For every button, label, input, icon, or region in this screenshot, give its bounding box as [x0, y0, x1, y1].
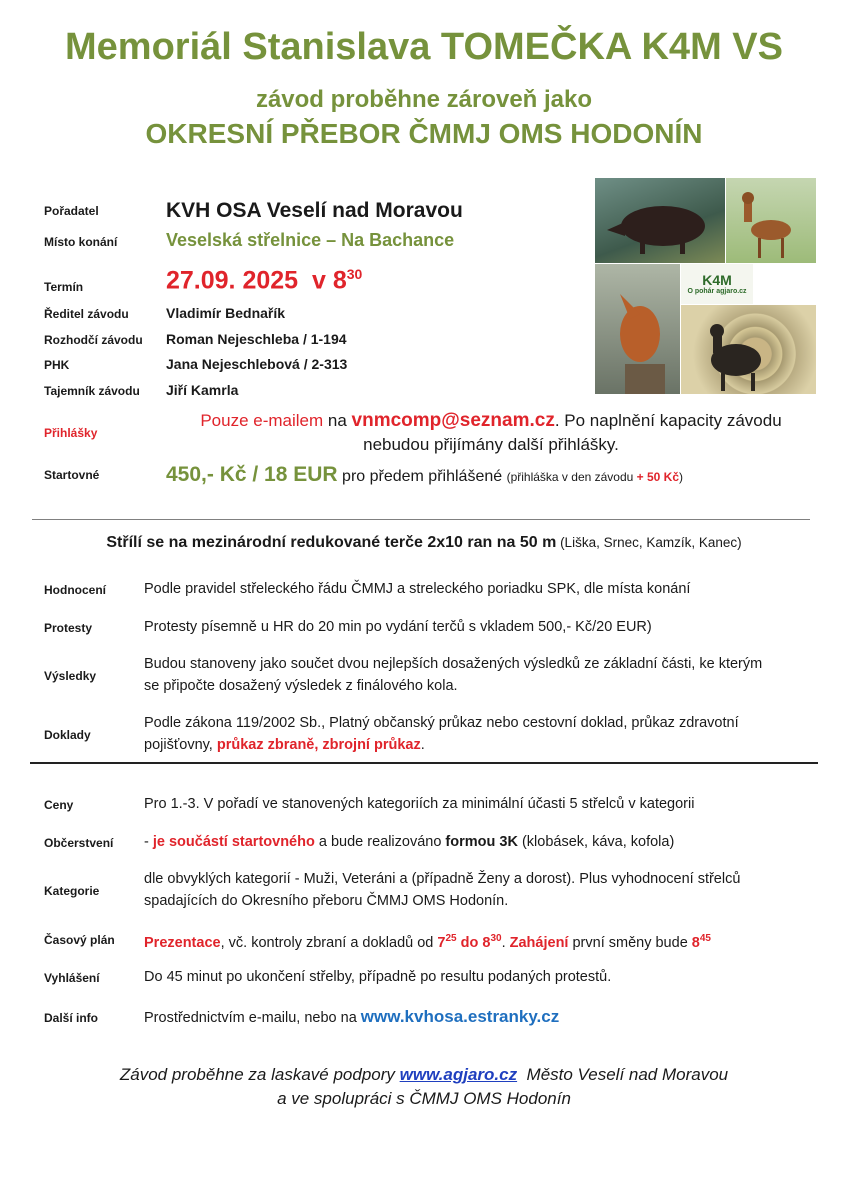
- termin-time: v 8: [311, 266, 347, 295]
- plan-prezentace: Prezentace: [144, 934, 221, 951]
- kategorie-line2: spadajících do Okresního přeboru ČMMJ OMS Hodonín.: [144, 893, 509, 909]
- tajemnik-value: Jiří Kamrla: [166, 382, 239, 398]
- prihlasky-line2: nebudou přijímány další přihlášky.: [363, 435, 619, 454]
- footer-line2: a ve spolupráci s ČMMJ OMS Hodonín: [277, 1089, 571, 1108]
- shooting-info: [0, 534, 848, 552]
- poradatel-value: KVH OSA Veselí nad Moravou: [166, 199, 463, 222]
- k4m-label: K4M: [702, 272, 732, 288]
- startovne-text: [166, 463, 683, 487]
- obcerstveni-label: Občerstvení: [44, 836, 114, 850]
- protesty-label: Protesty: [44, 621, 93, 635]
- termin-time-sup: 30: [346, 266, 363, 282]
- termin-label: Termín: [44, 280, 84, 294]
- prihlasky-label: Přihlášky: [44, 426, 98, 440]
- doklady-line2-red: průkaz zbraně, zbrojní průkaz: [216, 737, 421, 753]
- obcerstveni-dash: -: [144, 834, 153, 850]
- obcerstveni-text: [144, 831, 674, 853]
- page-subtitle: závod proběhne zároveň jako: [255, 86, 593, 113]
- page-title: Memoriál Stanislava TOMEČKA K4M VS: [65, 26, 783, 68]
- plan-dot: .: [501, 934, 510, 951]
- footer: [0, 1063, 848, 1111]
- page-subtitle-2: OKRESNÍ PŘEBOR ČMMJ OMS HODONÍN: [145, 118, 703, 149]
- doklady-label: Doklady: [44, 728, 91, 742]
- divider-middle: [30, 762, 818, 764]
- boar-image: [595, 178, 725, 263]
- rozhodci-value: Roman Nejeschleba / 1-194: [166, 331, 347, 347]
- plan-t1: 7: [437, 934, 446, 951]
- phk-label: PHK: [44, 358, 70, 372]
- footer-line1a: Závod proběhne za laskavé podpory: [119, 1065, 400, 1084]
- roe-deer-image: [726, 178, 816, 263]
- plan-do: do 8: [456, 934, 491, 951]
- poradatel-label: Pořadatel: [44, 204, 99, 218]
- k4m-badge: [681, 264, 753, 304]
- obcerstveni-bold: formou 3K: [445, 834, 518, 850]
- fox-image: [595, 264, 680, 394]
- doklady-line2-end: .: [420, 737, 425, 753]
- misto-value: Veselská střelnice – Na Bachance: [166, 230, 455, 250]
- hodnoceni-label: Hodnocení: [44, 583, 106, 597]
- reditel-label: Ředitel závodu: [44, 307, 129, 321]
- prihlasky-text: [166, 409, 816, 457]
- info-label: Další info: [44, 1011, 99, 1025]
- startovne-value: 450,- Kč / 18 EUR: [166, 463, 338, 486]
- info-text-prefix: Prostřednictvím e-mailu, nebo na: [144, 1010, 361, 1026]
- obcerstveni-end: (klobásek, káva, kofola): [517, 834, 675, 850]
- obcerstveni-red: je součástí startovného: [152, 834, 315, 850]
- plan-t2-sup: 30: [490, 933, 502, 944]
- vysledky-line1: Budou stanoveny jako součet dvou nejlepších dosažených výsledků ze základní části, ke kterým: [144, 656, 763, 672]
- vysledky-text: [144, 653, 762, 697]
- vysledky-label: Výsledky: [44, 669, 97, 683]
- plan-t3: 8: [691, 934, 700, 951]
- prihlasky-na: na: [323, 411, 352, 430]
- kategorie-text: [144, 868, 740, 912]
- startovne-small-end: ): [679, 470, 684, 484]
- prihlasky-email[interactable]: vnmcomp@seznam.cz: [351, 410, 555, 431]
- prihlasky-rest: . Po naplnění kapacity závodu: [554, 411, 782, 430]
- plan-t1-sup: 25: [445, 933, 457, 944]
- termin-value: [166, 266, 362, 295]
- protesty-text: Protesty písemně u HR do 20 min po vydání terčů s vkladem 500,- Kč/20 EUR): [144, 619, 652, 635]
- kategorie-label: Kategorie: [44, 884, 100, 898]
- footer-line1b: Město Veselí nad Moravou: [517, 1065, 729, 1084]
- plan-text: [144, 928, 711, 954]
- animal-collage: [595, 178, 816, 394]
- startovne-small: (přihláška v den závodu: [506, 470, 637, 484]
- plan-label: Časový plán: [44, 933, 115, 947]
- obcerstveni-mid: a bude realizováno: [314, 834, 446, 850]
- ceny-text: Pro 1.-3. V pořadí ve stanovených kategoriích za minimální účasti 5 střelců v kategorii: [144, 796, 695, 812]
- doklady-line1: Podle zákona 119/2002 Sb., Platný občanský průkaz nebo cestovní doklad, průkaz zdravotní: [144, 715, 739, 731]
- footer-link[interactable]: www.agjaro.cz: [399, 1065, 518, 1084]
- doklady-text: [144, 712, 739, 756]
- tajemnik-label: Tajemník závodu: [44, 384, 140, 398]
- rozhodci-label: Rozhodčí závodu: [44, 333, 143, 347]
- divider-top: [32, 519, 810, 520]
- startovne-label: Startovné: [44, 468, 100, 482]
- vysledky-line2: se připočte dosažený výsledek z finálového kola.: [144, 678, 458, 694]
- misto-label: Místo konání: [44, 235, 118, 249]
- doklady-line2: pojišťovny,: [144, 737, 217, 753]
- plan-zahajeni: Zahájení: [509, 934, 569, 951]
- info-link[interactable]: www.kvhosa.estranky.cz: [360, 1007, 560, 1026]
- phk-value: Jana Nejeschlebová / 2-313: [166, 356, 348, 372]
- shooting-main: Střílí se na mezinárodní redukované terče 2x10 ran na 50 m: [106, 534, 557, 551]
- startovne-desc: pro předem přihlášené: [337, 468, 507, 485]
- k4m-sub: O pohár agjaro.cz: [687, 288, 747, 295]
- startovne-small-red: + 50 Kč: [636, 470, 680, 484]
- kategorie-line1: dle obvyklých kategorií - Muži, Veteráni a (případně Ženy a dorost). Plus vyhodnocení střelců: [144, 871, 741, 887]
- vyhlaseni-text: Do 45 minut po ukončení střelby, případně po resultu podaných protestů.: [144, 969, 612, 985]
- plan-text2: první směny bude: [568, 934, 692, 951]
- plan-t3-sup: 45: [699, 933, 711, 944]
- shooting-targets: (Liška, Srnec, Kamzík, Kanec): [556, 535, 742, 550]
- info-text: [144, 1006, 559, 1029]
- hodnoceni-text: Podle pravidel střeleckého řádu ČMMJ a streleckého poriadku SPK, dle místa konání: [144, 581, 691, 597]
- chamois-image: [681, 305, 816, 394]
- termin-date: 27.09. 2025: [166, 266, 299, 295]
- reditel-value: Vladimír Bednařík: [166, 305, 286, 321]
- prihlasky-red: Pouze e-mailem: [200, 411, 324, 430]
- ceny-label: Ceny: [44, 798, 74, 812]
- plan-text1: , vč. kontroly zbraní a dokladů od: [220, 934, 438, 951]
- vyhlaseni-label: Vyhlášení: [44, 971, 100, 985]
